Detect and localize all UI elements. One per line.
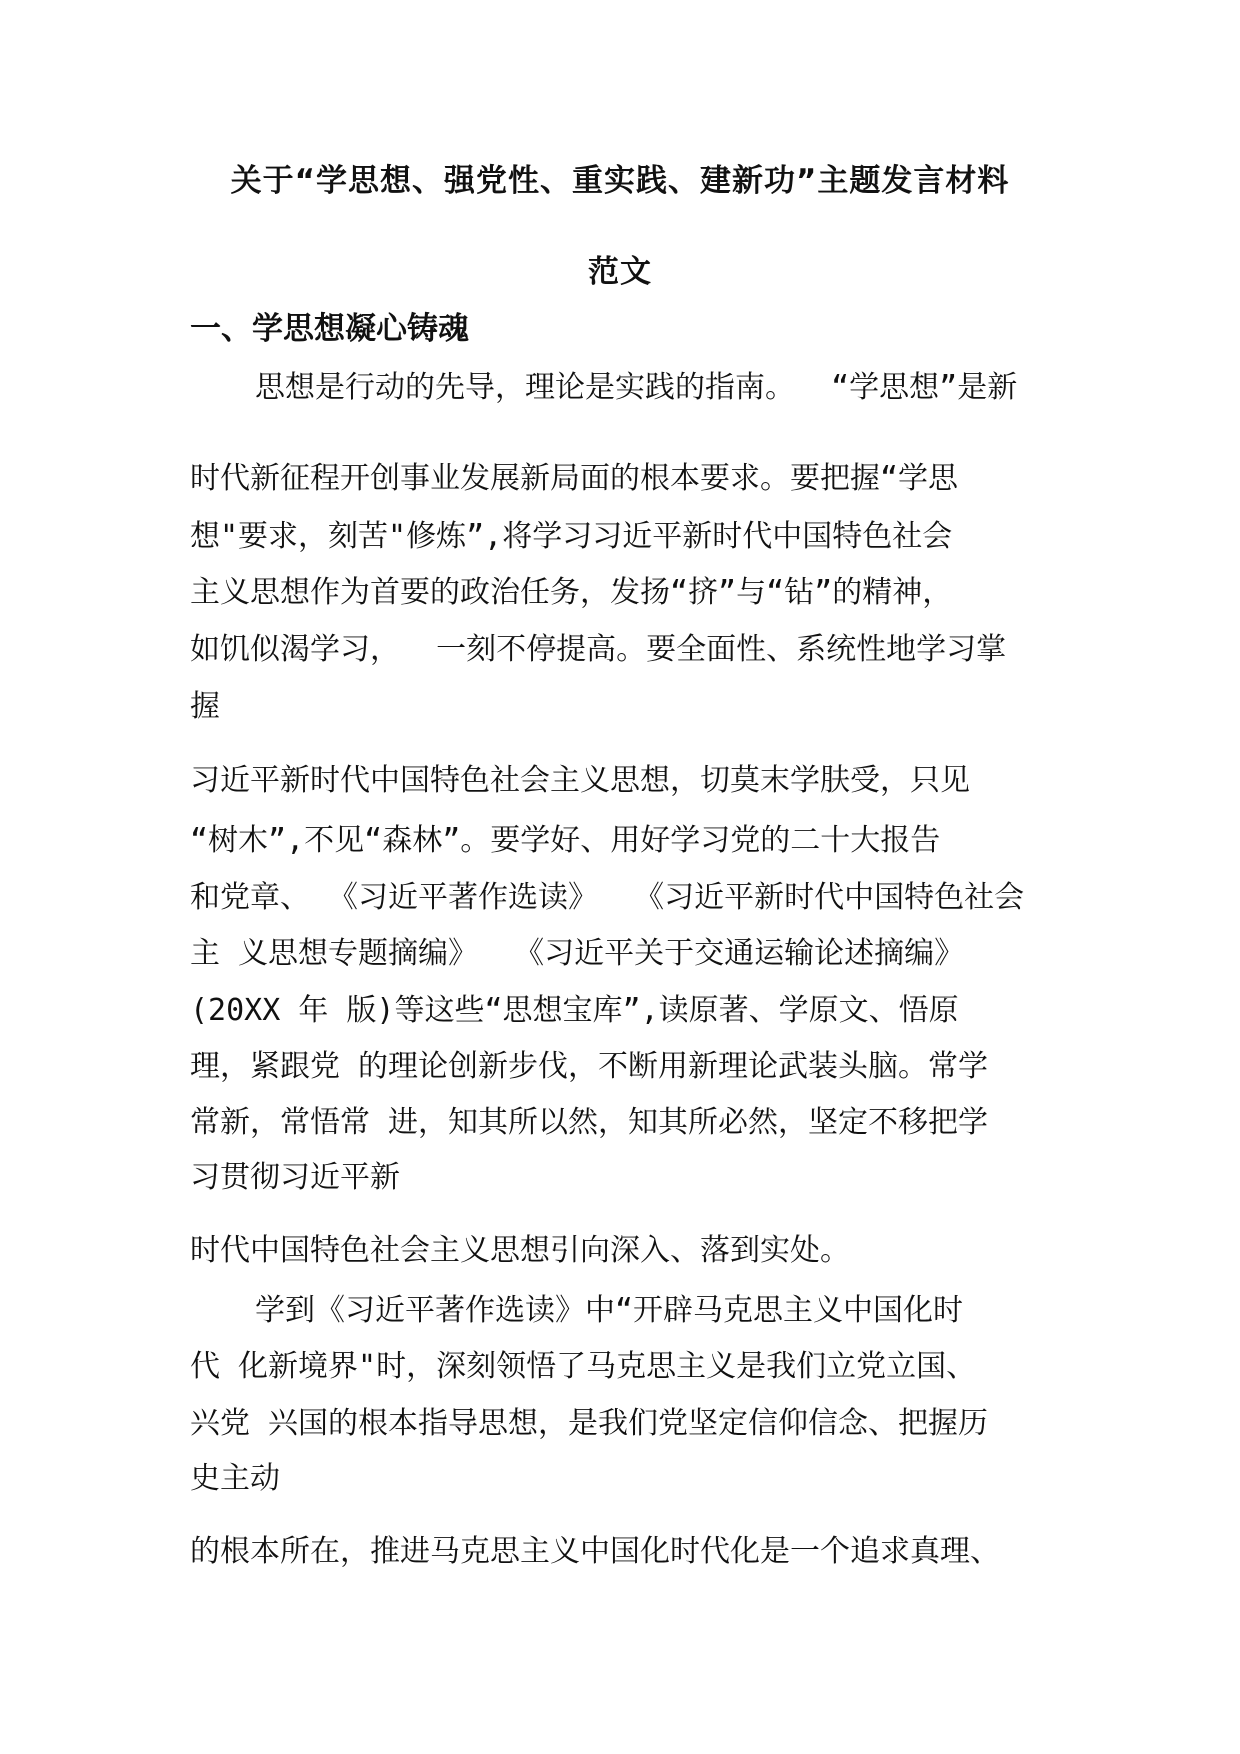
document-title-line-1: 关于“学思想、强党性、重实践、建新功”主题发言材料 — [230, 163, 1010, 199]
body-line: 的根本所在，推进马克思主义中国化时代化是一个追求真理、 — [190, 1534, 1000, 1569]
body-line: 如饥似渴学习， 一刻不停提高。要全面性、系统性地学习掌 — [190, 632, 1007, 667]
body-line: 主 义思想专题摘编》 《习近平关于交通运输论述摘编》 — [190, 936, 965, 971]
body-line: 时代新征程开创事业发展新局面的根本要求。要把握“学思 — [190, 461, 959, 496]
body-line: 思想是行动的先导，理论是实践的指南。 “学思想”是新 — [255, 370, 1018, 405]
body-line: 史主动 — [190, 1461, 280, 1496]
body-line: 兴党 兴国的根本指导思想，是我们党坚定信仰信念、把握历 — [190, 1406, 989, 1441]
body-line: 想"要求，刻苦"修炼”,将学习习近平新时代中国特色社会 — [190, 519, 953, 554]
body-line: 时代中国特色社会主义思想引向深入、落到实处。 — [190, 1233, 850, 1268]
body-line: “树木”,不见“森林”。要学好、用好学习党的二十大报告 — [190, 823, 941, 858]
body-line: 和党章、 《习近平著作选读》 《习近平新时代中国特色社会 — [190, 880, 1025, 915]
body-line: 习近平新时代中国特色社会主义思想，切莫末学肤受，只见 — [190, 763, 970, 798]
body-line: 握 — [190, 689, 220, 724]
body-line: 主义思想作为首要的政治任务，发扬“挤”与“钻”的精神， — [190, 575, 953, 610]
body-line: 学到《习近平著作选读》中“开辟马克思主义中国化时 — [255, 1293, 964, 1328]
document-title-line-2: 范文 — [588, 254, 652, 290]
body-line: 习贯彻习近平新 — [190, 1160, 400, 1195]
body-line: (20XX 年 版)等这些“思想宝库”,读原著、学原文、悟原 — [190, 993, 959, 1028]
body-line: 代 化新境界"时，深刻领悟了马克思主义是我们立党立国、 — [190, 1349, 977, 1384]
body-line: 常新，常悟常 进，知其所以然，知其所必然，坚定不移把学 — [190, 1105, 989, 1140]
section-heading: 一、学思想凝心铸魂 — [190, 311, 469, 347]
body-line: 理，紧跟党 的理论创新步伐，不断用新理论武装头脑。常学 — [190, 1049, 989, 1084]
